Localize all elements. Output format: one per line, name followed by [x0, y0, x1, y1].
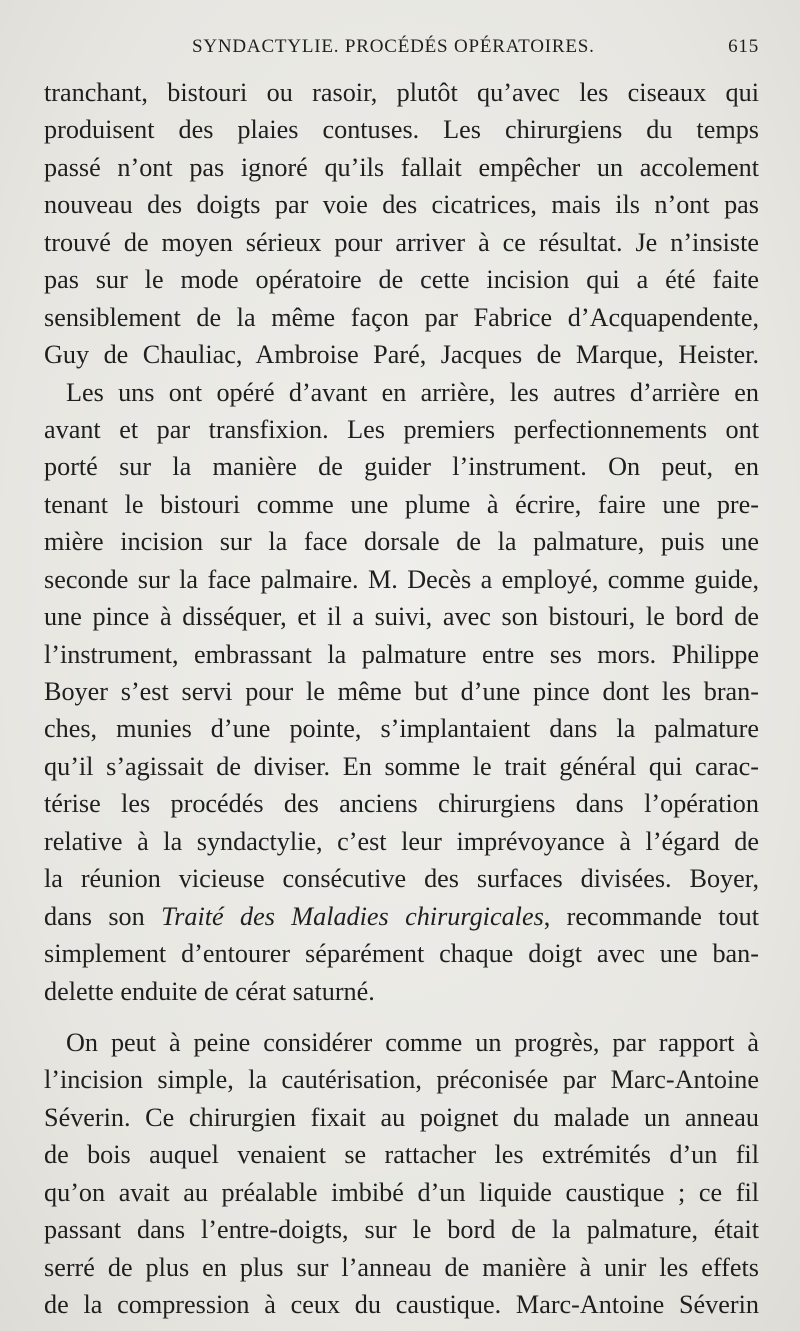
text-line: de bois auquel venaient se rattacher les extrémités d’un fil — [44, 1140, 759, 1170]
text-line: delette enduite de cérat saturné. — [44, 976, 375, 1006]
text-fragment: dans son — [44, 901, 162, 931]
text-line: On peut à peine considérer comme un progrès, par rapport à — [66, 1027, 759, 1057]
text-line: pas sur le mode opératoire de cette incision qui a été faite — [44, 265, 759, 295]
page-number: 615 — [728, 36, 759, 57]
text-line: tenant le bistouri comme une plume à écrire, faire une pre- — [44, 489, 759, 519]
paragraph-1 — [44, 74, 759, 374]
text-line: ches, munies d’une pointe, s’implantaient dans la palmature — [44, 714, 759, 744]
paragraph-2 — [44, 374, 759, 1010]
text-line: la réunion vicieuse consécutive des surfaces divisées. Boyer, — [44, 864, 759, 894]
text-line: trouvé de moyen sérieux pour arriver à ce résultat. Je n’insiste — [44, 227, 759, 257]
text-line: produisent des plaies contuses. Les chirurgiens du temps — [44, 115, 759, 145]
running-head — [44, 36, 759, 64]
book-title: Traité des Maladies chirurgicales — [161, 901, 544, 931]
paragraph-gap — [44, 1010, 759, 1024]
text-line: Boyer s’est servi pour le même but d’une pince dont les bran- — [44, 677, 759, 706]
text-line: nouveau des doigts par voie des cicatrices, mais ils n’ont pas — [44, 190, 759, 220]
text-line: serré de plus en plus sur l’anneau de manière à unir les effets — [44, 1252, 759, 1282]
text-line: qu’on avait au préalable imbibé d’un liquide caustique ; ce fil — [44, 1177, 759, 1207]
text-line: simplement d’entourer séparément chaque doigt avec une ban- — [44, 939, 759, 969]
text-line: avant et par transfixion. Les premiers perfectionnements ont — [44, 414, 759, 444]
text-line: passant dans l’entre-doigts, sur le bord de la palmature, était — [44, 1215, 759, 1245]
paragraph-3 — [44, 1024, 759, 1324]
text-line: porté sur la manière de guider l’instrument. On peut, en — [44, 452, 759, 482]
text-fragment: , recommande tout — [543, 901, 759, 931]
text-line: passé n’ont pas ignoré qu’ils fallait empêcher un accolement — [44, 152, 759, 182]
text-line: relative à la syndactylie, c’est leur imprévoyance à l’égard de — [44, 826, 759, 856]
text-line: une pince à disséquer, et il a suivi, avec son bistouri, le bord de — [44, 602, 759, 632]
text-line: térise les procédés des anciens chirurgiens dans l’opération — [44, 789, 759, 819]
text-line: mière incision sur la face dorsale de la palmature, puis une — [44, 527, 759, 557]
text-line: Guy de Chauliac, Ambroise Paré, Jacques de Marque, Heister. — [44, 340, 759, 370]
text-line: l’incision simple, la cautérisation, préconisée par Marc-Antoine — [44, 1065, 759, 1095]
text-line: sensiblement de la même façon par Fabrice d’Acquapendente, — [44, 302, 759, 332]
text-line: seconde sur la face palmaire. M. Decès a employé, comme guide, — [44, 564, 759, 594]
text-line: de la compression à ceux du caustique. Marc-Antoine Séverin — [44, 1290, 759, 1319]
text-line: Les uns ont opéré d’avant en arrière, les autres d’arrière en — [66, 377, 759, 407]
text-line: qu’il s’agissait de diviser. En somme le trait général qui carac- — [44, 751, 759, 781]
text-line-with-title — [44, 898, 759, 935]
text-line: Séverin. Ce chirurgien fixait au poignet du malade un anneau — [44, 1102, 759, 1132]
text-line: tranchant, bistouri ou rasoir, plutôt qu’avec les ciseaux qui — [44, 78, 759, 107]
body-text — [44, 74, 759, 1323]
running-title: SYNDACTYLIE. PROCÉDÉS OPÉRATOIRES. — [192, 36, 595, 57]
text-line: l’instrument, embrassant la palmature entre ses mors. Philippe — [44, 639, 759, 669]
